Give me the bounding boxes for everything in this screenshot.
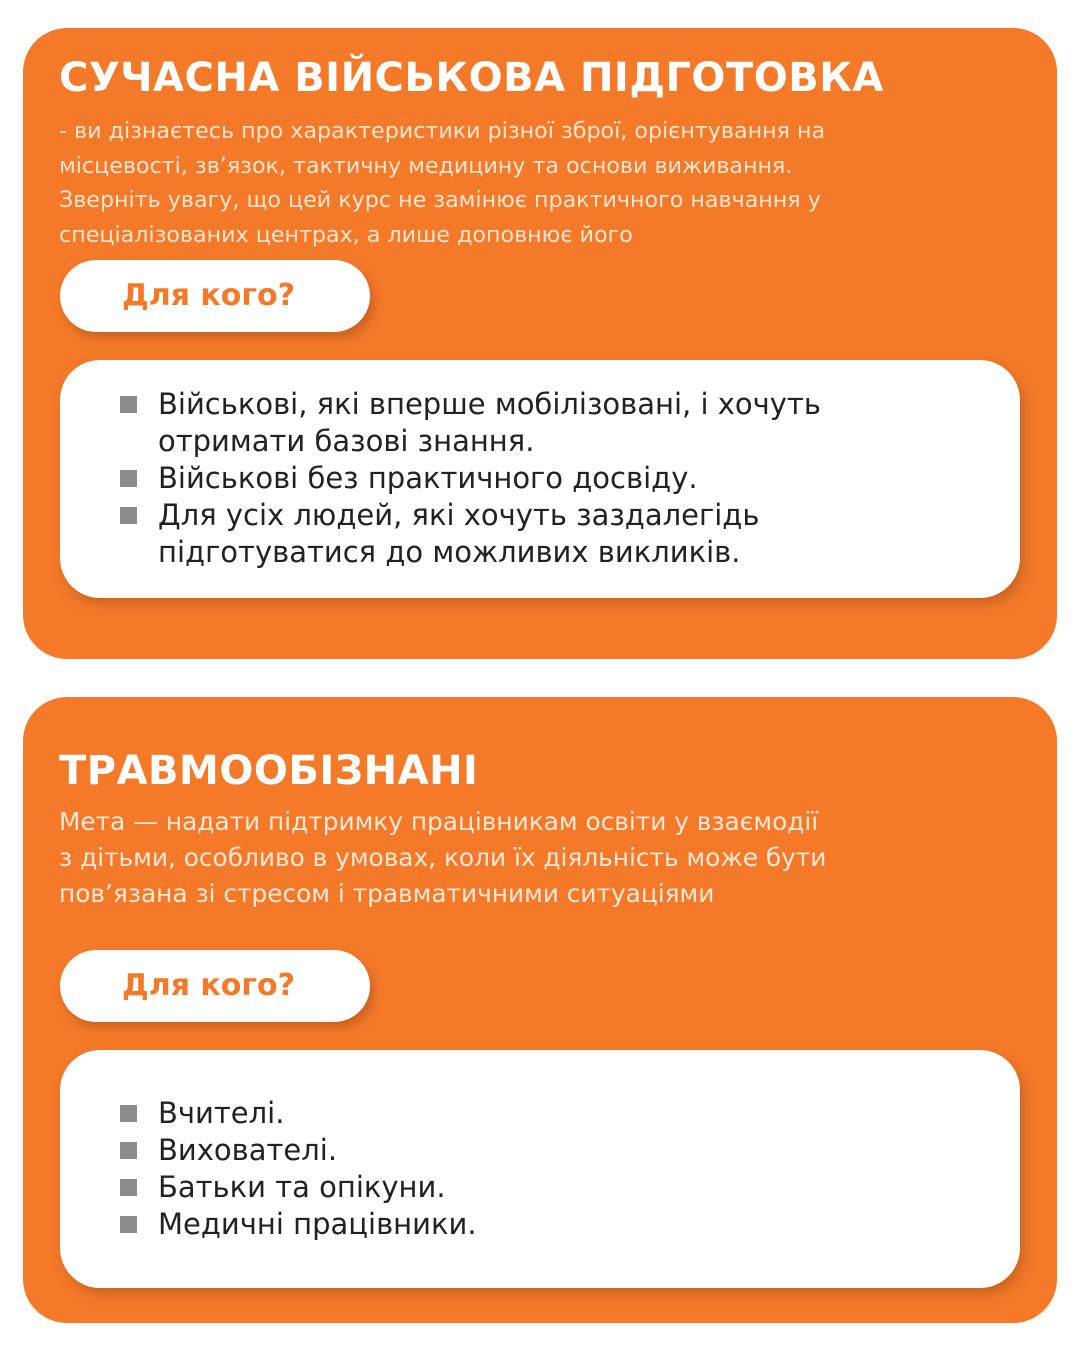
list-item	[120, 1169, 1000, 1206]
list-item	[120, 460, 1000, 497]
list-item-line: Медичні працівники.	[158, 1207, 477, 1241]
square-bullet-icon	[120, 507, 137, 524]
audience-label: Для кого?	[122, 278, 296, 313]
square-bullet-icon	[120, 1216, 137, 1233]
list-item-line: Для усіх людей, які хочуть заздалегідь	[158, 498, 760, 532]
description-line: спеціалізованих центрах, а лише доповнює його	[59, 221, 633, 248]
list-item	[120, 386, 1000, 460]
list-item	[120, 1132, 1000, 1169]
square-bullet-icon	[120, 1142, 137, 1159]
list-item-line: Вчителі.	[158, 1096, 285, 1130]
course-card-military-training	[23, 28, 1057, 659]
course-title: ТРАВМООБІЗНАНІ	[59, 748, 479, 794]
audience-list-box	[60, 1050, 1020, 1288]
course-title: СУЧАСНА ВІЙСЬКОВА ПІДГОТОВКА	[59, 55, 884, 101]
audience-list-box	[60, 360, 1020, 598]
audience-list	[120, 1095, 1000, 1243]
description-line: Зверніть увагу, що цей курс не замінює практичного навчання у	[59, 187, 821, 213]
list-item	[120, 1206, 1000, 1243]
list-item-line: підготуватися до можливих викликів.	[158, 535, 741, 569]
list-item-line: Вихователі.	[158, 1133, 338, 1167]
description-line: місцевості, зв’язок, тактичну медицину та основи виживання.	[59, 152, 793, 179]
list-item	[120, 497, 1000, 571]
list-item-line: Військові, які вперше мобілізовані, і хочуть	[158, 387, 821, 421]
list-item-line: отримати базові знання.	[158, 424, 535, 458]
description-line: пов’язана зі стресом і травматичними ситуаціями	[59, 879, 715, 908]
description-line: з дітьми, особливо в умовах, коли їх діяльність може бути	[59, 843, 827, 872]
square-bullet-icon	[120, 1179, 137, 1196]
course-card-trauma-informed	[23, 697, 1057, 1323]
square-bullet-icon	[120, 470, 137, 487]
list-item	[120, 1095, 1000, 1132]
list-item-line: Батьки та опікуни.	[158, 1170, 446, 1204]
audience-list	[120, 386, 1000, 571]
square-bullet-icon	[120, 396, 137, 413]
course-description	[59, 804, 1019, 912]
audience-pill	[60, 950, 370, 1022]
description-line: Мета — надати підтримку працівникам освіти у взаємодії	[59, 807, 819, 836]
course-description	[59, 114, 1019, 252]
list-item-line: Військові без практичного досвіду.	[158, 461, 698, 495]
audience-label: Для кого?	[122, 968, 296, 1003]
square-bullet-icon	[120, 1105, 137, 1122]
audience-pill	[60, 260, 370, 332]
description-line: - ви дізнаєтесь про характеристики різної зброї, орієнтування на	[59, 118, 826, 144]
